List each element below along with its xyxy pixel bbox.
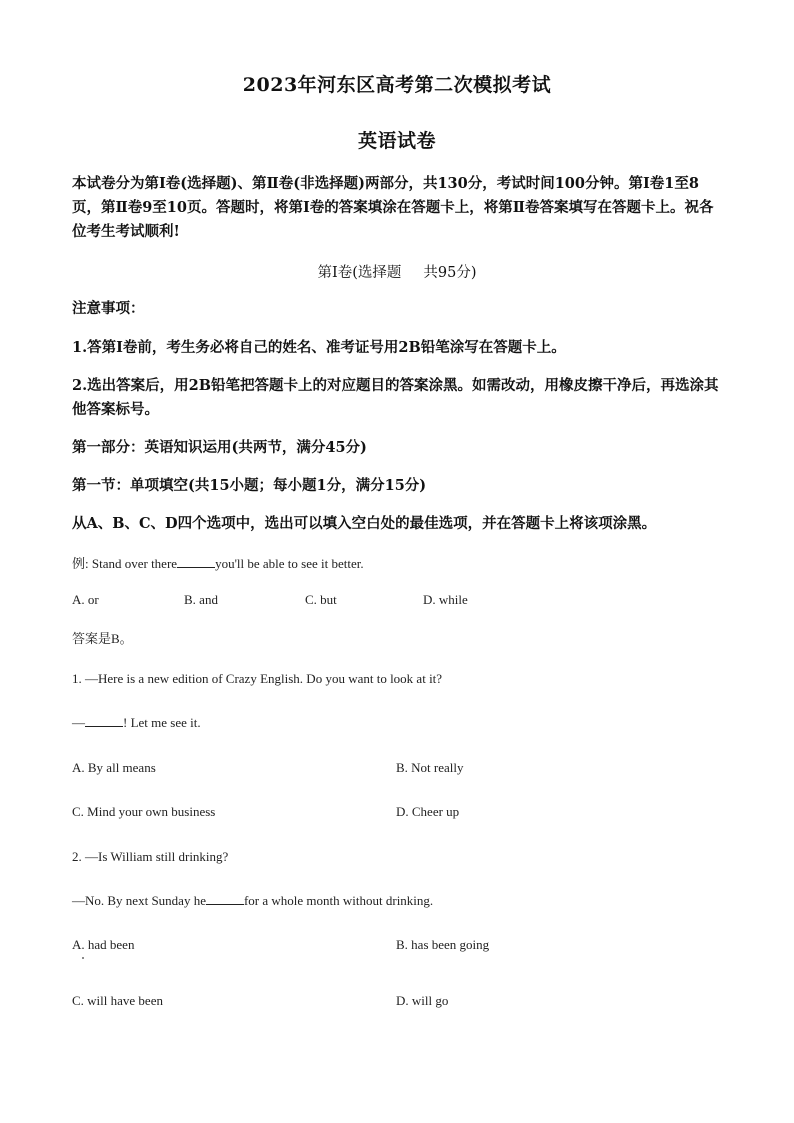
part-one-heading: 第一部分：英语知识运用(共两节，满分45分) <box>72 439 367 456</box>
answer-blank <box>177 557 215 568</box>
section-heading <box>0 261 794 282</box>
question-2-response: —No. By next Sunday he for a whole month without drinking. <box>72 893 434 908</box>
intro-paragraph: 本试卷分为第Ⅰ卷(选择题)、第Ⅱ卷(非选择题)两部分，共130分，考试时间100分钟。第Ⅰ卷1至8页，第Ⅱ卷9至10页。答题时，将第Ⅰ卷的答案填涂在答题卡上，将第Ⅱ卷答案填写在答题卡上。祝各位考生考试顺利! <box>72 175 714 240</box>
section-one-heading: 第一节：单项填空(共15小题；每小题1分，满分15分) <box>72 477 427 494</box>
answer-blank <box>206 894 244 905</box>
note-item-2: 2.选出答案后，用2B铅笔把答题卡上的对应题目的答案涂黑。如需改动，用橡皮擦干净后，再选涂其他答案标号。 <box>72 377 719 418</box>
example-option-c: C. but <box>305 592 337 607</box>
example-option-d: D. while <box>423 592 468 607</box>
notes-heading: 注意事项： <box>72 300 145 317</box>
example-option-b: B. and <box>184 592 218 607</box>
question-2-option-d: D. will go <box>396 993 449 1008</box>
question-1-option-b: B. Not really <box>396 760 464 775</box>
exam-title: 2023年河东区高考第二次模拟考试 <box>242 74 552 96</box>
note-item-1: 1.答第Ⅰ卷前，考生务必将自己的姓名、准考证号用2B铅笔涂写在答题卡上。 <box>72 339 566 356</box>
example-answer: 答案是B。 <box>72 631 133 646</box>
question-2-option-a: A. had been <box>72 937 135 952</box>
question-1-option-c: C. Mind your own business <box>72 804 216 819</box>
question-2-option-b: B. has been going <box>396 937 490 952</box>
stray-dot <box>82 957 84 959</box>
example-stem: 例: Stand over there you'll be able to see it better. <box>72 556 364 571</box>
question-1-response: — ! Let me see it. <box>72 715 201 730</box>
question-2-stem: 2. —Is William still drinking? <box>72 849 229 864</box>
question-1-stem: 1. —Here is a new edition of Crazy English. Do you want to look at it? <box>72 671 443 686</box>
example-option-a: A. or <box>72 592 99 607</box>
question-1-option-a: A. By all means <box>72 760 156 775</box>
exam-subtitle: 英语试卷 <box>357 130 436 152</box>
answer-blank <box>85 716 123 727</box>
section-heading-right: 共95分) <box>423 265 477 281</box>
question-1-option-d: D. Cheer up <box>396 804 460 819</box>
section-heading-left: 第Ⅰ卷(选择题 <box>317 265 402 281</box>
instruction-text: 从A、B、C、D四个选项中，选出可以填入空白处的最佳选项，并在答题卡上将该项涂黑。 <box>72 515 657 532</box>
question-2-option-c: C. will have been <box>72 993 163 1008</box>
